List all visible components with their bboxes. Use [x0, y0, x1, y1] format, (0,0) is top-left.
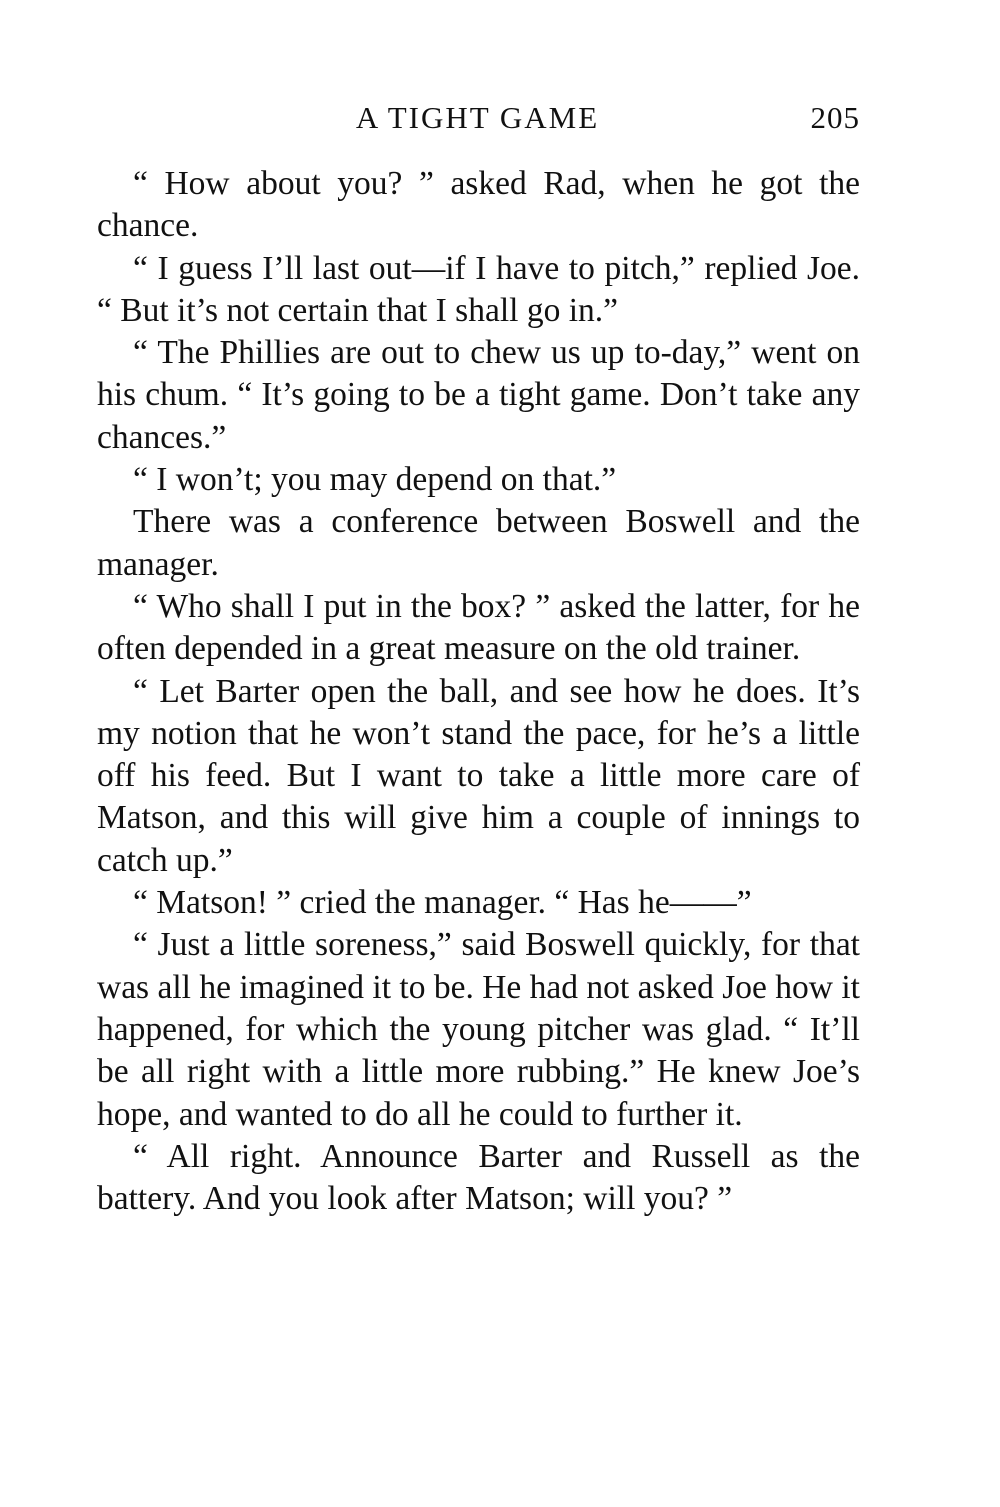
- page-number: 205: [810, 100, 860, 135]
- paragraph: “ All right. Announce Barter and Russell as the battery. And you look after Matson; will you? ”: [97, 1137, 860, 1218]
- paragraph: “ I guess I’ll last out—if I have to pitch,” replied Joe. “ But it’s not certain that I shall go in.”: [97, 249, 860, 329]
- paragraph: “ I won’t; you may depend on that.”: [133, 461, 617, 499]
- paragraph: There was a conference between Boswell and the manager.: [97, 503, 860, 583]
- paragraph: “ Who shall I put in the box? ” asked the latter, for he often depended in a great measure on the old trainer.: [97, 587, 860, 668]
- body-text: [97, 163, 860, 1220]
- paragraph: “ Just a little soreness,” said Boswell quickly, for that was all he imagined it to be. He had not asked Joe how it happened, for which the young pitcher was glad. “ It’ll be all right with a little more rubbing.” He knew Joe’s hope, and wanted to do all he could to further it.: [97, 926, 860, 1133]
- paragraph: “ Matson! ” cried the manager. “ Has he——”: [133, 884, 752, 922]
- running-header: [95, 96, 860, 140]
- running-title: A TIGHT GAME: [355, 100, 600, 135]
- paragraph: “ The Phillies are out to chew us up to-day,” went on his chum. “ It’s going to be a tight game. Don’t take any chances.”: [97, 334, 860, 456]
- paragraph: “ How about you? ” asked Rad, when he got the chance.: [97, 165, 860, 245]
- paragraph: “ Let Barter open the ball, and see how he does. It’s my notion that he won’t stand the pace, for he’s a little off his feed. But I want to take a little more care of Matson, and this will give him a couple of innings to catch up.”: [97, 672, 860, 879]
